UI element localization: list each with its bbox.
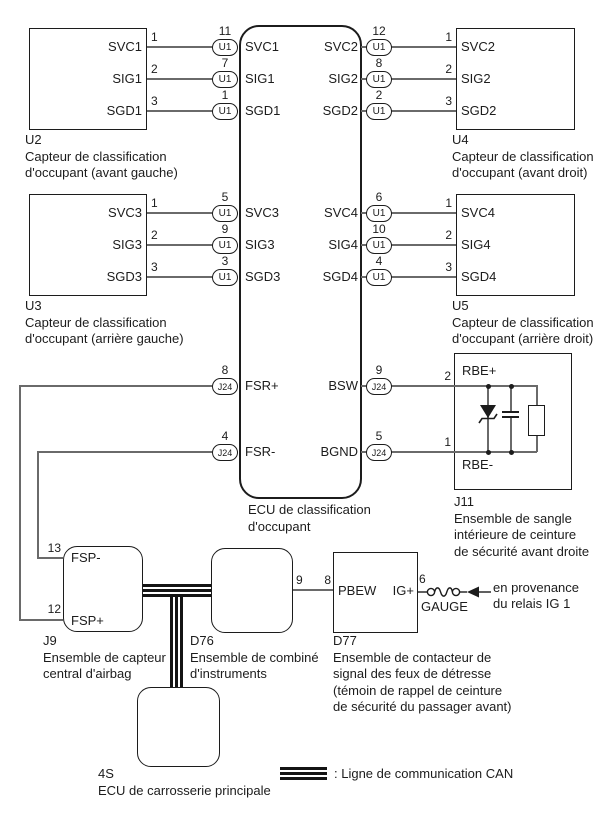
ecu-signal: SIG4 <box>328 237 358 252</box>
box-pin-number: 3 <box>151 260 158 274</box>
ecu-signal: SGD3 <box>245 269 281 284</box>
connector-oval: U1 <box>366 103 392 120</box>
u2-signal: SGD1 <box>106 103 142 118</box>
connector-oval: U1 <box>212 205 238 222</box>
wire-res-top <box>536 385 538 406</box>
u4-signal: SVC2 <box>461 39 495 54</box>
u4-signal: SIG2 <box>461 71 491 86</box>
ecu-box <box>239 25 362 499</box>
j11-pin-number: 1 <box>444 435 451 449</box>
connector-oval: J24 <box>366 444 392 461</box>
connector-oval: U1 <box>212 71 238 88</box>
u3-signal: SGD3 <box>106 269 142 284</box>
junction-dot <box>509 450 514 455</box>
connector-oval: J24 <box>212 444 238 461</box>
ecu-signal: SVC3 <box>245 205 279 220</box>
ecu-pin-number: 10 <box>372 222 386 236</box>
j11-signal: RBE- <box>462 457 494 472</box>
u2-signal: SVC1 <box>108 39 142 54</box>
connector-oval: U1 <box>212 237 238 254</box>
ecu-signal: SGD4 <box>322 269 358 284</box>
ecu-pin-number: 1 <box>221 88 229 102</box>
box-pin-number: 3 <box>445 94 452 108</box>
connector-oval: U1 <box>366 269 392 286</box>
connector-oval: U1 <box>366 39 392 56</box>
connector-oval: U1 <box>366 237 392 254</box>
wire-sgd1 <box>147 110 212 112</box>
ecu-pin-number: 3 <box>221 254 229 268</box>
s4-label: 4S ECU de carrosserie principale <box>98 766 271 798</box>
ecu-pin-number: 12 <box>372 24 386 38</box>
wire-bsw-rbe-plus <box>391 385 537 387</box>
wire-sgd4 <box>391 276 456 278</box>
j9-pin-number: 12 <box>47 602 61 616</box>
ecu-pin-number: 9 <box>221 222 229 236</box>
ecu-pin-number: 9 <box>375 363 383 377</box>
wire-bgnd-rbe-minus <box>391 451 537 453</box>
ecu-signal: SGD1 <box>245 103 281 118</box>
d76-box <box>211 548 293 633</box>
box-pin-number: 1 <box>151 30 158 44</box>
ecu-signal: BSW <box>328 378 358 393</box>
d77-pin-number: 8 <box>324 573 331 587</box>
wire-sgd3 <box>147 276 212 278</box>
wire-svc2 <box>391 46 456 48</box>
wire-svc1 <box>147 46 212 48</box>
j9-label: J9 Ensemble de capteur central d'airbag <box>43 633 166 681</box>
d77-signal: IG+ <box>392 583 414 598</box>
can-bus-drop-4s <box>170 597 183 687</box>
ecu-signal: FSR- <box>245 444 276 459</box>
junction-dot <box>509 384 514 389</box>
wire-sig1 <box>147 78 212 80</box>
can-bus-j9-d76 <box>143 584 211 597</box>
u4-label: U4 Capteur de classification d'occupant (avant droit) <box>452 132 594 180</box>
connector-oval: U1 <box>212 39 238 56</box>
u2-signal: SIG1 <box>112 71 142 86</box>
connector-oval: J24 <box>212 378 238 395</box>
ecu-signal: SIG3 <box>245 237 275 252</box>
wire-fsr-plus <box>19 385 212 387</box>
u5-signal: SIG4 <box>461 237 491 252</box>
u4-signal: SGD2 <box>461 103 497 118</box>
j9-pin-number: 13 <box>47 541 61 555</box>
connector-oval: U1 <box>212 103 238 120</box>
ecu-pin-number: 8 <box>375 56 383 70</box>
u5-signal: SGD4 <box>461 269 497 284</box>
ig-source-text: du relais IG 1 <box>493 596 571 611</box>
j11-pin-number: 2 <box>444 369 451 383</box>
box-pin-number: 2 <box>151 62 158 76</box>
ecu-label: ECU de classification d'occupant <box>248 502 371 534</box>
ecu-pin-number: 7 <box>221 56 229 70</box>
ecu-pin-number: 4 <box>375 254 383 268</box>
ecu-signal: SVC4 <box>324 205 358 220</box>
box-pin-number: 2 <box>445 62 452 76</box>
ecu-signal: SGD2 <box>322 103 358 118</box>
j9-signal: FSP- <box>71 550 101 565</box>
ecu-pin-number: 6 <box>375 190 383 204</box>
wire-pbew <box>293 589 333 591</box>
wire-sgd2 <box>391 110 456 112</box>
wire-sig2 <box>391 78 456 80</box>
ecu-pin-number: 8 <box>221 363 229 377</box>
can-legend-symbol <box>280 767 327 780</box>
ecu-pin-number: 2 <box>375 88 383 102</box>
s4-box <box>137 687 220 767</box>
box-pin-number: 2 <box>445 228 452 242</box>
ecu-signal: SIG2 <box>328 71 358 86</box>
wire-svc4 <box>391 212 456 214</box>
ecu-pin-number: 5 <box>221 190 229 204</box>
wire-cap-bottom <box>510 418 512 452</box>
connector-oval: J24 <box>366 378 392 395</box>
wire-fsp-minus <box>37 557 63 559</box>
fuse-label: GAUGE <box>421 599 468 614</box>
box-pin-number: 1 <box>151 196 158 210</box>
ecu-signal: SVC2 <box>324 39 358 54</box>
d77-signal: PBEW <box>338 583 377 598</box>
j11-signal: RBE+ <box>462 363 497 378</box>
u5-label: U5 Capteur de classification d'occupant (arrière droit) <box>452 298 594 346</box>
capacitor-plate-icon <box>502 411 519 413</box>
wire-svc3 <box>147 212 212 214</box>
d76-label: D76 Ensemble de combiné d'instruments <box>190 633 319 681</box>
ecu-pin-number: 11 <box>218 24 232 38</box>
capacitor-plate-icon <box>502 416 519 418</box>
ecu-signal: SVC1 <box>245 39 279 54</box>
j9-signal: FSP+ <box>71 613 104 628</box>
ecu-signal: FSR+ <box>245 378 279 393</box>
junction-dot <box>486 384 491 389</box>
can-legend-text: : Ligne de communication CAN <box>334 766 514 781</box>
u2-label: U2 Capteur de classification d'occupant (avant gauche) <box>25 132 178 180</box>
box-pin-number: 3 <box>445 260 452 274</box>
wire-res-bottom <box>536 435 538 452</box>
junction-dot <box>486 450 491 455</box>
ecu-pin-number: 5 <box>375 429 383 443</box>
wire-fsr-minus <box>37 451 212 453</box>
d77-pin-number: 6 <box>419 572 426 586</box>
wire-fsr-plus-drop <box>19 385 21 621</box>
j11-label: J11 Ensemble de sangle intérieure de ceinture de sécurité avant droite <box>454 494 590 559</box>
ecu-pin-number: 4 <box>221 429 229 443</box>
wire-sig4 <box>391 244 456 246</box>
box-pin-number: 2 <box>151 228 158 242</box>
wire-sig3 <box>147 244 212 246</box>
u3-signal: SIG3 <box>112 237 142 252</box>
connector-oval: U1 <box>212 269 238 286</box>
ecu-signal: SIG1 <box>245 71 275 86</box>
box-pin-number: 1 <box>445 196 452 210</box>
d77-label: D77 Ensemble de contacteur de signal des feux de détresse (témoin de rappel de ceinture de sécurité du passager avant) <box>333 633 512 714</box>
u3-label: U3 Capteur de classification d'occupant (arrière gauche) <box>25 298 184 346</box>
u3-signal: SVC3 <box>108 205 142 220</box>
connector-oval: U1 <box>366 71 392 88</box>
ecu-signal: BGND <box>320 444 358 459</box>
zener-diode-icon <box>478 400 498 426</box>
d76-pin-number: 9 <box>296 573 303 587</box>
u5-signal: SVC4 <box>461 205 495 220</box>
ig-source-text: en provenance <box>493 580 580 595</box>
box-pin-number: 3 <box>151 94 158 108</box>
box-pin-number: 1 <box>445 30 452 44</box>
wire-fsp-plus <box>19 619 63 621</box>
resistor-icon <box>528 405 545 436</box>
connector-oval: U1 <box>366 205 392 222</box>
